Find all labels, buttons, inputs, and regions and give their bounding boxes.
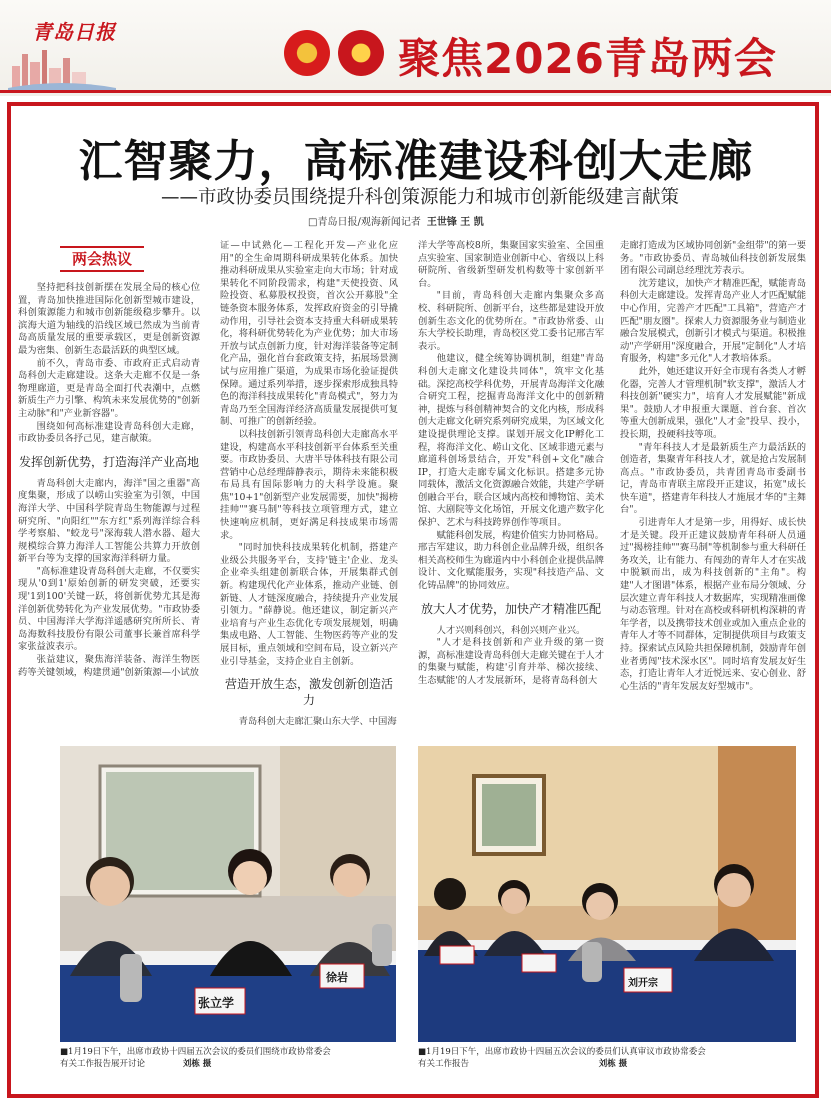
article-column-4: [620, 240, 806, 700]
article-column-1: [18, 240, 200, 705]
meeting-photo-right: [418, 746, 796, 1042]
paragraph: 青岛科创大走廊汇聚山东大学、中国海: [238, 716, 397, 728]
caption-line: ■1月19日下午，出席市政协十四届五次会议的委员们围绕市政协常委会: [60, 1047, 331, 1057]
paragraph: 洋大学等高校8所，集聚国家实验室、全国重点实验室、国家制造业创新中心、省级以上科研院所、省级新型研发机构数等十家创新平台。: [418, 240, 604, 289]
meeting-photo-right-image: [418, 746, 796, 1042]
nameplate: 张立学: [198, 996, 235, 1010]
page-header: [0, 0, 831, 96]
article-byline: [308, 213, 484, 228]
cppcc-emblem-icon: [338, 30, 384, 76]
caption-text: 有关工作报告: [418, 1059, 470, 1069]
paragraph: "目前，青岛科创大走廊内集聚众多高校、科研院所、创新平台，这些都是建设开放创新生态文化的优势所在。"市政协常委、山东大学校长助理，青岛校区党工委书记邢吉军表示。: [418, 290, 604, 352]
article-subhead: ——市政协委员围绕提升科创策源能力和城市创新能级建言献策: [160, 187, 679, 208]
section-heading: 营造开放生态，激发创新创造活力: [224, 677, 393, 708]
byline-authors: 王世锋 王 凯: [426, 217, 484, 228]
article-headline: 汇智聚力，高标准建设科创大走廊: [78, 136, 754, 187]
paragraph: "青年科技人才是最新质生产力最活跃的创造者，集聚青年科技人才，就是抢占发展制高点。"市政协委员，共青团青岛市委副书记，青岛市青联主席段开正建议，拓宽"成长快车道"，搭建青年科技人才施展才华的"主舞台"。: [620, 441, 806, 516]
nameplate: 刘开宗: [628, 978, 658, 989]
paragraph: 围绕如何高标准建设青岛科创大走廊，市政协委员各抒己见，建言献策。: [18, 420, 200, 445]
newspaper-masthead: [8, 14, 116, 86]
paragraph: 人才兴则科创兴，科创兴则产业兴。: [436, 624, 586, 636]
paragraph: 张益建议，聚焦海洋装备、海洋生物医药等关键领域，构建贯通"创新策源—小试放: [18, 654, 200, 678]
meeting-photo-left: [60, 746, 396, 1042]
section-heading: 放大人才优势，加快产才精准匹配: [420, 601, 601, 616]
caption-line: ■1月19日下午，出席市政协十四届五次会议的委员们认真审议市政协常委会: [418, 1047, 706, 1057]
paragraph: 青岛科创大走廊内，海洋"国之重器"高度集聚，形成了以崂山实验室为引领，中国海洋大学、中国科学院青岛生物能源与过程研究所、"向阳红""东方红"系列海洋综合科学考察船、"蛟龙号"深海载人潜水器、超大规模综合算力海洋人工智能公共算力开放创新平台等为支撑的国家海洋科研力量。: [18, 477, 200, 565]
nameplate: 徐岩: [326, 971, 348, 984]
photo-caption-left: [60, 1046, 331, 1070]
paragraph: "人才是科技创新和产业升级的第一资源，高标准建设青岛科创大走廊关键在于人才的集聚与赋能，构建'引育并举、梯次接续、生态赋能'的人才发展新环，是将青岛科创大: [418, 637, 604, 686]
paragraph: 此外，她还建议开好全市现有各类人才孵化器，完善人才管理机制"软支撑"，激活人才科技创新"硬实力"，培育人才发展赋能"新成果"。鼓励人才申报重大课题、首台套、首次等重大创新成果，强化"人才金"投早、投小，投长期，投硬科技等项。: [620, 365, 806, 440]
photo-credit: 刘栋 摄: [182, 1059, 212, 1069]
header-divider: [0, 90, 831, 93]
byline-prefix: □青岛日报/观海新闻记者: [308, 217, 421, 228]
article-column-2: [220, 240, 398, 728]
section-heading: 发挥创新优势，打造海洋产业高地: [18, 454, 199, 469]
caption-line: [418, 1058, 706, 1070]
paragraph: 沈芳建议，加快产才精准匹配，赋能青岛科创大走廊建设。发挥青岛产业人才匹配赋能中心作用，完善产才匹配"工具箱"，营造产才匹配"朋友圈"。探索人力资源服务业与制造业融合发展模式，创新引才模式与渠道。积极推动"产学研用"深度融合，开展"定制化"人才培育服务，构建"多元化"人才教培体系。: [620, 277, 806, 365]
paragraph: 走廊打造成为区域协同创新"金组带"的第一要务。"市政协委员、青岛城仙科技创新发展集团有限公司副总经理沈芳表示。: [620, 240, 806, 277]
paragraph: 他建议，健全统筹协调机制，组建"青岛科创大走廊文化建设共同体"，筑牢文化基础。深挖高校学科优势，开展青岛海洋文化融合研究工程，挖掘青岛海洋文化中的创新精神，提炼与科创精神契合的文化内核，形成科创大走廊文化研究系列研究成果，为区域文化建设提供理论支撑。谋划开展文化IP孵化工程，将海洋文化、崂山文化、区域非遗元素与廊道科创场景结合，开发"科创+文化"融合IP，打造大走廊专属文化标识。搭建多元协同载体，激活文化资源融合效能，共建产学研创融合平台，联合区域内高校和博物馆、美术馆、大剧院等文化场馆，开展文化遗产数字化保护、艺术与科技跨界创作等项目。: [418, 353, 604, 529]
paragraph: 引进青年人才是第一步，用得好、成长快才是关键。段开正建议鼓励青年科研人员通过"揭榜挂帅""赛马制"等机制参与重大科研任务攻关，让有能力、有闯劲的青年人才在实战中脱颖而出，成为科技创新的"主角"。构建"人才图谱"体系，根据产业布局分领域、分层次建立青年科技人才数据库，实现精准画像与动态管理。针对在高校或科研机构深耕的青年学者，以及携带技术创业或加入重点企业的青年人才等不同群体，定制提供项目与政策支持。探索试点风险共担保障机制，鼓励青年创业者勇闯"技术深水区"。同时培育发展友好生态，打造让青年人才近悦远来、安心创业、舒心生活的"青年发展友好型城市"。: [620, 517, 806, 692]
banner-title: 聚焦2026青岛两会: [398, 34, 777, 83]
paragraph: 证—中试熟化—工程化开发—产业化应用"的全生命周期科研成果转化体系。加快推动科研成果从实验室走向大市场；针对成果转化不同阶段需求，构建"天使投资、风险投资、私募股权投资，首次公开募股"全链条资本服务体系，发挥政府资金的引导撬动作用，引导社会资本支持重大科研成果转化，将科研优势转化为产业优势；加大市场开放与试点创新力度，针对海洋装备等定制化产品，强化首台套政策支持，拓展场景测试与应用推广渠道，为成果市场化验证提供保障。通过系列举措，逐步探索形成独具特色的海洋科技成果转化"青岛模式"，努力为青岛乃至全国海洋经济高质量发展提供可复制、可推广的创新经验。: [220, 240, 398, 428]
photo-credit: 刘栋 摄: [598, 1059, 628, 1069]
section-tag: 两会热议: [60, 246, 144, 272]
caption-text: 有关工作报告展开讨论: [60, 1059, 146, 1069]
city-skyline-icon: [8, 48, 116, 90]
paragraph: 以科技创新引领青岛科创大走廊高水平建设，构建高水平科技创新平台体系至关重要。市政协委员、大唐半导体科技有限公司营销中心总经理薛静表示，期待未来能积极布局具有国际影响力的大科学设施。聚焦"10+1"创新型产业发展需要，加快"揭榜挂帅""赛马制"等科技立项管理方式，建立快速响应机制，更好满足科技成果市场需求。: [220, 428, 398, 541]
national-emblem-icon: [284, 30, 330, 76]
paragraph: 前不久，青岛市委、市政府正式启动青岛科创大走廊建设。这条大走廊不仅是一条物理廊道，更是青岛全面打代表潮中，点燃新质生产力引擎、构筑未来发展优势的"创新主动脉"和"产业新容器"。: [18, 357, 200, 419]
paragraph: 坚持把科技创新摆在发展全局的核心位置，青岛加快推进国际化创新型城市建设，科创策源能力和城市创新能级稳步攀升。以滨海大道为轴线的沿线区域已然成为当前青岛高质量发展的重要承载区，更是创新资源最为密集、创新生态最活跃的典型区域。: [18, 282, 200, 356]
masthead-logo-text: 青岛日报: [32, 20, 116, 44]
caption-line: [60, 1058, 331, 1070]
article-column-3: [418, 240, 604, 700]
paragraph: 赋能科创发展，构建价值实力协同格局。邢吉军建议，助力科创企业品牌升级，组织各相关高校师生为廊道内中小科创企业提供品牌设计、文化赋能服务，实现"科技造产品、文化铸品牌"的协同效应。: [418, 529, 604, 592]
paragraph: "高标准建设青岛科创大走廊，不仅要实现从'0到1'原始创新的研发突破，还要实现'1到100'关键一跃，将创新优势尤其是海洋创新优势转化为产业发展优势。"市政协委员、中国海洋大学海洋遥感研究所所长、青岛海数科技股份有限公司董事长兼首席科学家张益波表示。: [18, 565, 200, 653]
paragraph: "同时加快科技成果转化机制，搭建产业级公共服务平台，支持'链主'企业、龙头企业牵头组建创新联合体，开展集群式创新。构建现代化产业体系，推动产业链、创新链、人才链深度融合，持续提升产业发展引领力。"薛静说。他还建议，制定新兴产业培育与产业生态优化专项发展规划，明确集成电路、人工智能、生物医药等产业的发展目标，重点领域和空间布局，设立新兴产业引导基金，支持企业自主创新。: [220, 542, 398, 667]
photo-caption-right: [418, 1046, 706, 1070]
